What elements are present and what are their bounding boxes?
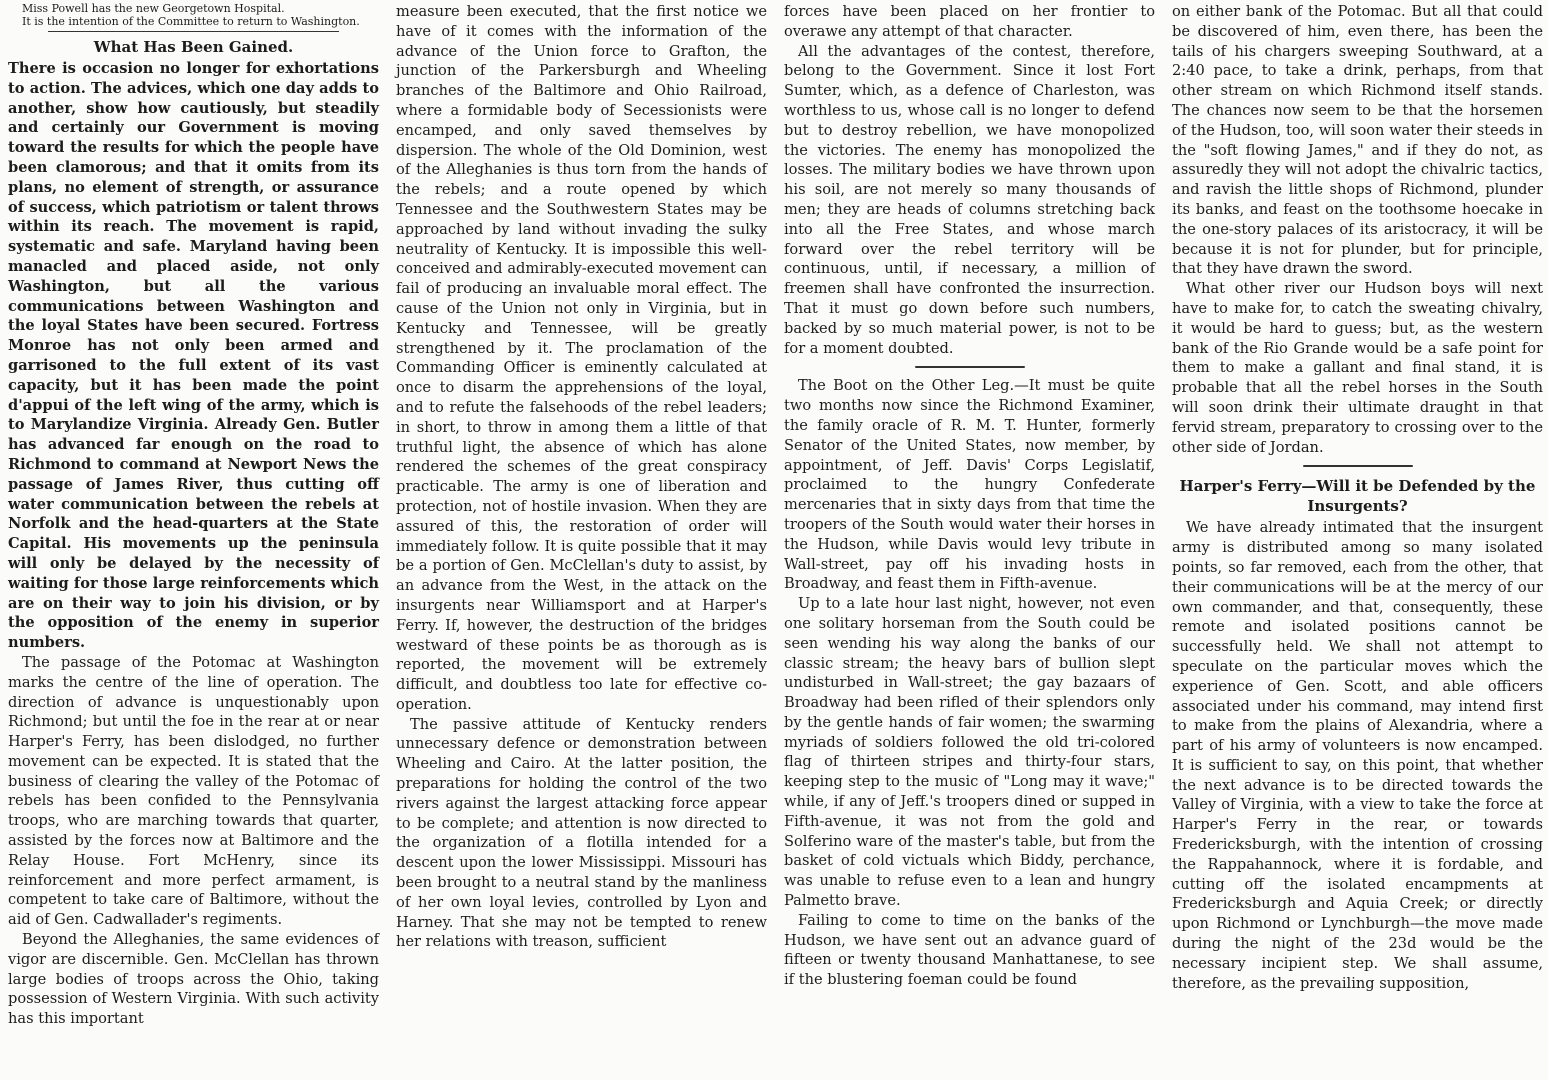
article-paragraph: measure been executed, that the first notice we have of it comes with the information of the advance of the Union force to Grafton, the junction of the Parkersburgh and Wheeling branches of the Baltimore and Ohio Railroad, where a formidable body of Secessionists were encamped, and only saved themselves by dispersion. The whole of the Old Dominion, west of the Alleghanies is thus torn from the hands of the rebels; and a route opened by which Tennessee and the Southwestern States may be approached by land without invading the sulky neutrality of Kentucky. It is impossible this well-conceived and admirably-executed movement can fail of producing an invaluable moral effect. The cause of the Union not only in Virginia, but in Kentucky and Tennessee, will be greatly strengthened by it. The proclamation of the Commanding Officer is eminently calculated at once to disarm the apprehensions of the loyal, and to refute the falsehoods of the rebel leaders; in short, to throw in among them a little of that truthful light, the absence of which has alone rendered the schemes of the great conspiracy practicable. The army is one of liberation and protection, not of hostile invasion. When they are assured of this, the restoration of order will immediately follow. It is quite possible that it may be a portion of Gen. McClellan's duty to assist, by an advance from the West, in the attack on the insurgents near Williamsport and at Harper's Ferry. If, however, the destruction of the bridges westward of these points be as thorough as is reported, the movement will be extremely difficult, and doubtless too late for effective co-operation.	[396, 3, 767, 713]
article-paragraph: Beyond the Alleghanies, the same evidences of vigor are discernible. Gen. McClellan has thrown large bodies of troops across the Ohio, taking possession of Western Virginia. With such activity has this important	[8, 931, 379, 1028]
headline-harpers-ferry: Harper's Ferry—Will it be Defended by the Insurgents?	[1179, 477, 1536, 516]
article-paragraph: forces have been placed on her frontier to overawe any attempt of that character.	[784, 3, 1155, 40]
ornamental-divider	[784, 362, 1155, 372]
divider	[48, 31, 339, 32]
headline-what-has-been-gained: What Has Been Gained.	[93, 38, 294, 56]
notice-committee: It is the intention of the Committee to return to Washington.	[22, 15, 360, 28]
article-paragraph-boot-on-other-leg: The Boot on the Other Leg.—It must be quite two months now since the Richmond Examiner, the family oracle of R. M. T. Hunter, formerly Senator of the United States, now member, by appointment, of Jeff. Davis' Corps Legislatif, proclaimed to the hungry Confederate mercenaries that in sixty days from that time the troopers of the South would water their horses in the Hudson, while Davis would levy tribute in Wall-street, pay off his invading hosts in Broadway, and feast them in Fifth-avenue.	[784, 377, 1155, 593]
article-paragraph: Up to a late hour last night, however, not even one solitary horseman from the South could be seen wending his way along the banks of our classic stream; the heavy bars of bullion slept undisturbed in Wall-street; the gay bazaars of Broadway had been rifled of their splendors only by the gentle hands of fair women; the swarming myriads of soldiers followed the old tri-colored flag of thirteen stripes and thirty-four stars, keeping step to the music of "Long may it wave;" while, if any of Jeff.'s troopers dined or supped in Fifth-avenue, it was not from the gold and Solferino ware of the master's table, but from the basket of cold victuals which Biddy, perchance, was unable to refuse even to a lean and hungry Palmetto brave.	[784, 595, 1155, 910]
article-paragraph: on either bank of the Potomac. But all that could be discovered of him, even there, has been the tails of his chargers sweeping Southward, at a 2:40 pace, to take a drink, perhaps, from that other stream on which Richmond itself stands. The chances now seem to be that the horsemen of the Hudson, too, will soon water their steeds in the "soft flowing James," and if they do not, as assuredly they will not adopt the chivalric tactics, and ravish the little shops of Richmond, plunder its banks, and feast on the toothsome hoecake in the one-story palaces of its aristocracy, it will be because it is not for plunder, but for principle, that they have drawn the sword.	[1172, 3, 1543, 278]
article-paragraph: We have already intimated that the insurgent army is distributed among so many isolated points, so far removed, each from the other, that their communications will be at the mercy of our own commander, and that, consequently, these remote and isolated positions cannot be successfully held. We shall not attempt to speculate on the particular moves which the experience of Gen. Scott, and able officers associated under his command, may intend first to make from the plains of Alexandria, where a part of his army of volunteers is now encamped. It is sufficient to say, on this point, that whether the next advance is to be directed towards the Valley of Virginia, with a view to take the force at Harper's Ferry in the rear, or towards Fredericksburgh, with the intention of crossing the Rappahannock, where it is fordable, and cutting off the isolated encampments at Fredericksburgh and Aquia Creek; or directly upon Richmond or Lynchburgh—the move made during the night of the 23d would be the necessary incipient step. We shall assume, therefore, as the prevailing supposition,	[1172, 519, 1543, 992]
article-paragraph: All the advantages of the contest, therefore, belong to the Government. Since it lost Fort Sumter, which, as a defence of Charleston, was worthless to us, whose call is no longer to defend but to destroy rebellion, we have monopolized the victories. The enemy has monopolized the losses. The military bodies we have thrown upon his soil, are not merely so many thousands of men; they are heads of columns stretching back into all the Free States, and whose march forward over the rebel territory will be continuous, until, if necessary, a million of freemen shall have confronted the insurrection. That it must go down before such numbers, backed by so much material power, is not to be for a moment doubted.	[784, 42, 1155, 357]
ornamental-divider	[1172, 461, 1543, 471]
article-paragraph: The passage of the Potomac at Washington marks the centre of the line of operation. The direction of advance is unquestionably upon Richmond; but until the foe in the rear at or near Harper's Ferry, has been dislodged, no further movement can be expected. It is stated that the business of clearing the valley of the Potomac of rebels has been confided to the Pennsylvania troops, who are marching towards that quarter, assisted by the forces now at Baltimore and the Relay House. Fort McHenry, since its reinforcement and more perfect armament, is competent to take care of Baltimore, without the aid of Gen. Cadwallader's regiments.	[8, 653, 379, 929]
notice-hospital: Miss Powell has the new Georgetown Hospital.	[22, 2, 285, 15]
article-paragraph: The passive attitude of Kentucky renders unnecessary defence or demonstration between Wheeling and Cairo. At the latter position, the preparations for holding the control of the two rivers against the largest attacking force appear to be complete; and attention is now directed to the organization of a flotilla intended for a descent upon the lower Mississippi. Missouri has been brought to a neutral stand by the manliness of her own loyal levies, controlled by Lyon and Harney. That she may not be tempted to renew her relations with treason, sufficient	[396, 715, 767, 951]
article-paragraph: There is occasion no longer for exhortations to action. The advices, which one day adds to another, show how cautiously, but steadily and certainly our Government is moving toward the results for which the people have been clamorous; and that it omits from its plans, no element of strength, or assurance of success, which patriotism or talent throws within its reach. The movement is rapid, systematic and safe. Maryland having been manacled and placed aside, not only Washington, but all the various communications between Washington and the loyal States have been secured. Fortress Monroe has not only been armed and garrisoned to the full extent of its vast capacity, but it has been made the point d'appui of the left wing of the army, which is to Marylandize Virginia. Already Gen. Butler has advanced far enough on the road to Richmond to command at Newport News the passage of James River, thus cutting off water communication between the rebels at Norfolk and the head-quarters at the State Capital. His movements up the peninsula will only be delayed by the necessity of waiting for those large reinforcements which are on their way to join his division, or by the opposition of the enemy in superior numbers.	[8, 60, 379, 652]
column-4	[1166, 0, 1548, 1080]
article-paragraph: What other river our Hudson boys will next have to make for, to catch the sweating chivalry, it would be hard to guess; but, as the western bank of the Rio Grande would be a safe point for them to make a gallant and final stand, it is probable that all the rebel horses in the South will soon drink their ultimate draught in that fervid stream, preparatory to crossing over to the other side of Jordan.	[1172, 280, 1543, 456]
article-paragraph: Failing to come to time on the banks of the Hudson, we have sent out an advance guard of fifteen or twenty thousand Manhattanese, to see if the blustering foeman could be found	[784, 911, 1155, 989]
column-3	[778, 0, 1161, 1080]
column-2	[390, 0, 773, 1080]
column-1	[2, 0, 385, 1080]
